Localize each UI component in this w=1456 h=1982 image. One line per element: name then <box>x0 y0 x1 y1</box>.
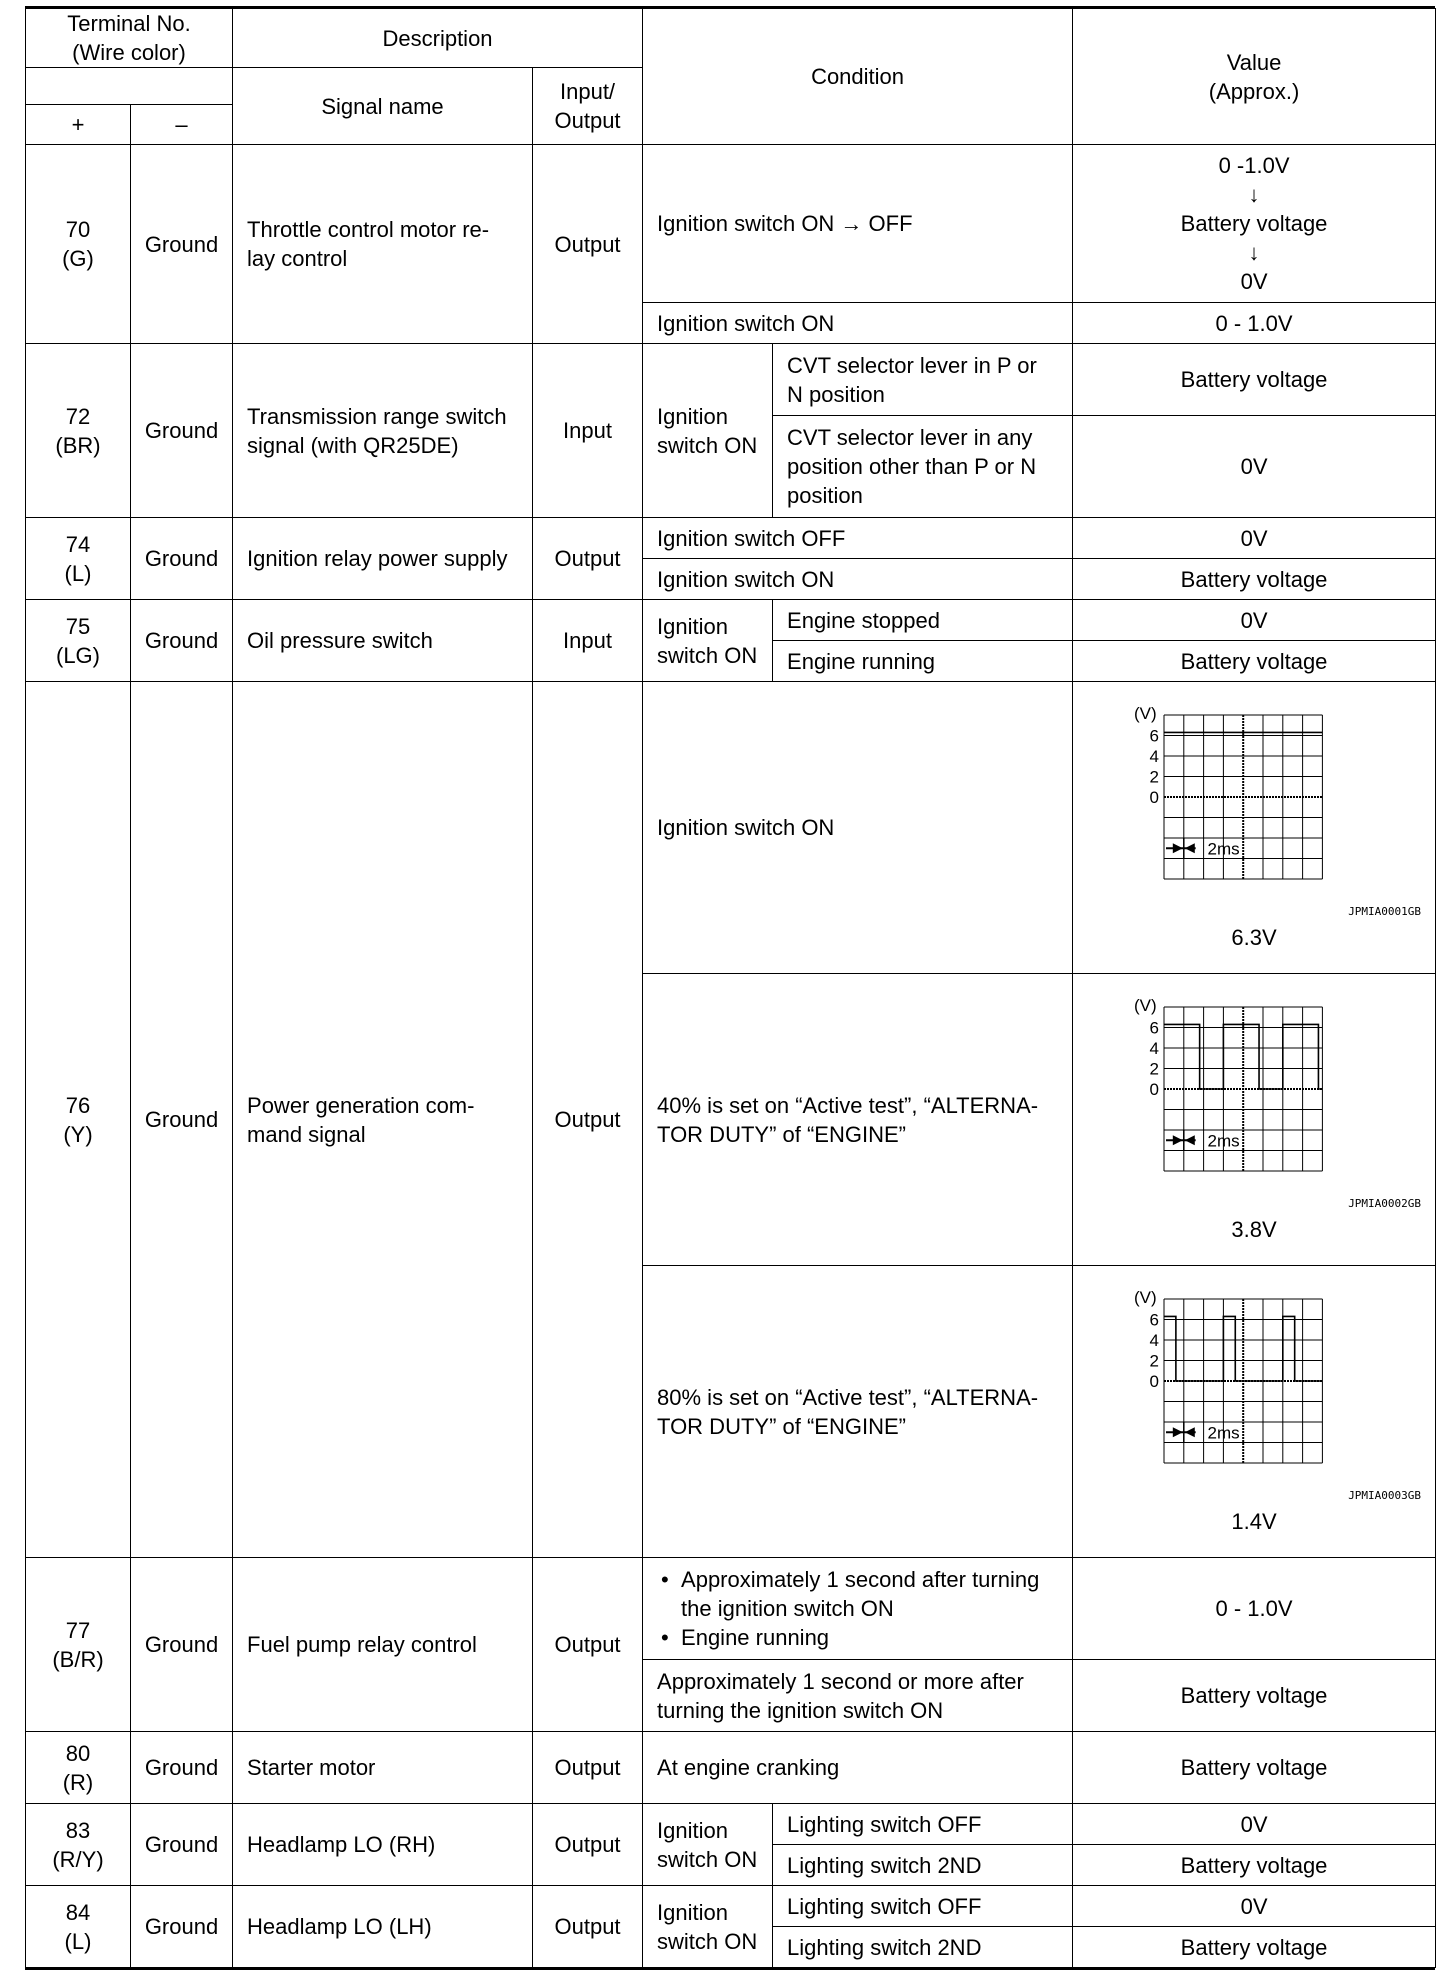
header-condition: Condition <box>643 9 1073 145</box>
condition-84-2: Lighting switch 2ND <box>773 1927 1073 1968</box>
condition-77-bullet-1: • Approximately 1 second after turning the ignition switch ON <box>657 1565 1058 1623</box>
ecm-terminal-table <box>25 8 1436 1968</box>
value-83-2: Battery voltage <box>1073 1845 1436 1886</box>
condition-72-2: CVT selector lever in any position other than P or N position <box>773 416 1073 518</box>
condition-83-2: Lighting switch 2ND <box>773 1845 1073 1886</box>
ground-76: Ground <box>131 682 233 1558</box>
figure-code-2: JPMIA0002GB <box>1348 1197 1422 1210</box>
condition-83-main: Ignition switch ON <box>643 1804 773 1886</box>
io-80: Output <box>533 1732 643 1804</box>
value-72-1: Battery voltage <box>1073 344 1436 416</box>
io-74: Output <box>533 518 643 600</box>
y-tick-label: 2 <box>1149 767 1160 787</box>
y-tick-label: 2 <box>1149 1059 1160 1079</box>
arrow-left-icon <box>1185 1135 1195 1145</box>
condition-75-2: Engine running <box>773 641 1073 682</box>
io-75: Input <box>533 600 643 682</box>
ground-83: Ground <box>131 1804 233 1886</box>
signal-75: Oil pressure switch <box>233 600 533 682</box>
value-83-1: 0V <box>1073 1804 1436 1845</box>
condition-70-2: Ignition switch ON <box>643 303 1073 344</box>
signal-72: Transmission range switch signal (with QR25DE) <box>233 344 533 518</box>
y-tick-label: 0 <box>1149 788 1160 807</box>
signal-70: Throttle control motor re- lay control <box>233 145 533 344</box>
value-70-1 <box>1073 145 1436 303</box>
io-84: Output <box>533 1886 643 1968</box>
time-division-label: 2ms <box>1207 1423 1240 1443</box>
signal-80: Starter motor <box>233 1732 533 1804</box>
oscilloscope-waveform-1 <box>1104 703 1404 903</box>
signal-77: Fuel pump relay control <box>233 1558 533 1732</box>
value-77-1: 0 - 1.0V <box>1073 1558 1436 1660</box>
condition-76-2: 40% is set on “Active test”, “ALTERNA- TOR DUTY” of “ENGINE” <box>643 974 1073 1266</box>
ground-77: Ground <box>131 1558 233 1732</box>
value-76-1: 6.3V <box>1231 925 1277 950</box>
header-input-output: Input/ Output <box>533 68 643 145</box>
value-70-1a: 0 -1.0V <box>1218 153 1290 178</box>
figure-code-3: JPMIA0003GB <box>1348 1489 1422 1502</box>
y-tick-label: 6 <box>1149 726 1160 746</box>
value-76-1 <box>1073 682 1436 974</box>
header-value: Value (Approx.) <box>1073 9 1436 145</box>
io-70: Output <box>533 145 643 344</box>
table-bottom-rule <box>25 1967 1435 1970</box>
terminal-77: 77 (B/R) <box>26 1558 131 1732</box>
arrow-left-icon <box>1185 1427 1195 1437</box>
y-unit-label: (V) <box>1134 1288 1157 1307</box>
y-tick-label: 4 <box>1149 747 1160 766</box>
arrow-right-icon <box>1173 843 1183 853</box>
y-tick-label: 0 <box>1149 1080 1160 1099</box>
value-76-2: 3.8V <box>1231 1217 1277 1242</box>
arrow-right-icon <box>1173 1427 1183 1437</box>
down-arrow-icon: ↓ <box>1248 240 1260 265</box>
terminal-70: 70 (G) <box>26 145 131 344</box>
y-unit-label: (V) <box>1134 704 1157 723</box>
value-74-2: Battery voltage <box>1073 559 1436 600</box>
condition-75-main: Ignition switch ON <box>643 600 773 682</box>
condition-76-3: 80% is set on “Active test”, “ALTERNA- TOR DUTY” of “ENGINE” <box>643 1266 1073 1558</box>
value-76-2 <box>1073 974 1436 1266</box>
condition-70-1: Ignition switch ON → OFF <box>643 145 1073 303</box>
condition-77-1 <box>643 1558 1073 1660</box>
y-tick-label: 0 <box>1149 1372 1160 1391</box>
condition-84-main: Ignition switch ON <box>643 1886 773 1968</box>
condition-84-1: Lighting switch OFF <box>773 1886 1073 1927</box>
value-84-1: 0V <box>1073 1886 1436 1927</box>
terminal-80: 80 (R) <box>26 1732 131 1804</box>
condition-74-1: Ignition switch OFF <box>643 518 1073 559</box>
value-72-2: 0V <box>1073 416 1436 518</box>
signal-84: Headlamp LO (LH) <box>233 1886 533 1968</box>
value-80-1: Battery voltage <box>1073 1732 1436 1804</box>
oscilloscope-waveform-3 <box>1104 1287 1404 1487</box>
condition-83-1: Lighting switch OFF <box>773 1804 1073 1845</box>
value-70-2: 0 - 1.0V <box>1073 303 1436 344</box>
y-tick-label: 4 <box>1149 1039 1160 1058</box>
header-signal-name: Signal name <box>233 68 533 145</box>
condition-75-1: Engine stopped <box>773 600 1073 641</box>
arrow-left-icon <box>1185 843 1195 853</box>
value-76-3: 1.4V <box>1231 1509 1277 1534</box>
value-84-2: Battery voltage <box>1073 1927 1436 1968</box>
down-arrow-icon: ↓ <box>1248 182 1260 207</box>
signal-76: Power generation com- mand signal <box>233 682 533 1558</box>
ground-70: Ground <box>131 145 233 344</box>
value-74-1: 0V <box>1073 518 1436 559</box>
terminal-74: 74 (L) <box>26 518 131 600</box>
time-division-label: 2ms <box>1207 1131 1240 1151</box>
time-division-label: 2ms <box>1207 839 1240 859</box>
ground-80: Ground <box>131 1732 233 1804</box>
oscilloscope-waveform-2 <box>1104 995 1404 1195</box>
terminal-83: 83 (R/Y) <box>26 1804 131 1886</box>
condition-76-1: Ignition switch ON <box>643 682 1073 974</box>
header-plus: + <box>26 105 131 145</box>
condition-80-1: At engine cranking <box>643 1732 1073 1804</box>
condition-74-2: Ignition switch ON <box>643 559 1073 600</box>
y-unit-label: (V) <box>1134 996 1157 1015</box>
ground-74: Ground <box>131 518 233 600</box>
header-spacer <box>26 68 233 105</box>
terminal-72: 72 (BR) <box>26 344 131 518</box>
value-76-3 <box>1073 1266 1436 1558</box>
condition-77-bullet-2: • Engine running <box>657 1623 1058 1652</box>
header-minus: – <box>131 105 233 145</box>
signal-74: Ignition relay power supply <box>233 518 533 600</box>
condition-77-2: Approximately 1 second or more after turning the ignition switch ON <box>643 1660 1073 1732</box>
io-83: Output <box>533 1804 643 1886</box>
arrow-right-icon <box>1173 1135 1183 1145</box>
value-70-1b: Battery voltage <box>1180 211 1328 236</box>
terminal-84: 84 (L) <box>26 1886 131 1968</box>
header-terminal-no: Terminal No. (Wire color) <box>26 9 233 68</box>
ground-72: Ground <box>131 344 233 518</box>
y-tick-label: 2 <box>1149 1351 1160 1371</box>
io-72: Input <box>533 344 643 518</box>
io-76: Output <box>533 682 643 1558</box>
signal-83: Headlamp LO (RH) <box>233 1804 533 1886</box>
y-tick-label: 4 <box>1149 1331 1160 1350</box>
y-tick-label: 6 <box>1149 1018 1160 1038</box>
terminal-75: 75 (LG) <box>26 600 131 682</box>
header-description: Description <box>233 9 643 68</box>
ground-84: Ground <box>131 1886 233 1968</box>
condition-72-1: CVT selector lever in P or N position <box>773 344 1073 416</box>
value-75-1: 0V <box>1073 600 1436 641</box>
y-tick-label: 6 <box>1149 1310 1160 1330</box>
value-75-2: Battery voltage <box>1073 641 1436 682</box>
condition-72-main: Ignition switch ON <box>643 344 773 518</box>
figure-code-1: JPMIA0001GB <box>1348 905 1422 918</box>
io-77: Output <box>533 1558 643 1732</box>
ground-75: Ground <box>131 600 233 682</box>
terminal-76: 76 (Y) <box>26 682 131 1558</box>
value-70-1c: 0V <box>1240 269 1268 294</box>
value-77-2: Battery voltage <box>1073 1660 1436 1732</box>
